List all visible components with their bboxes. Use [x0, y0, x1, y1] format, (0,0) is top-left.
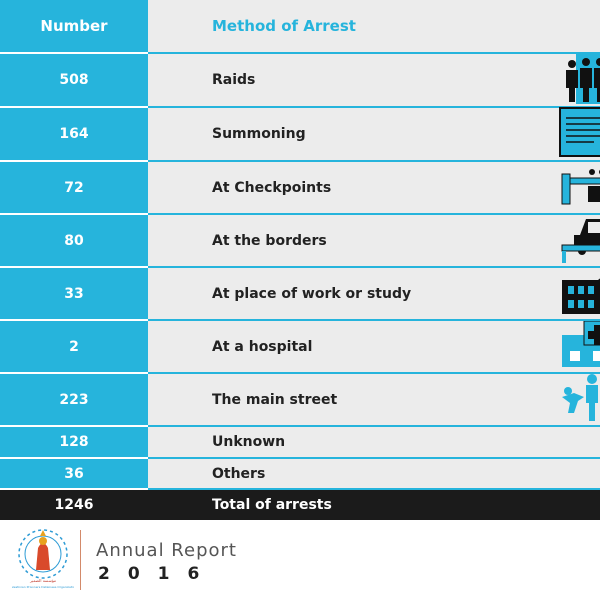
table-row	[0, 374, 600, 427]
method-label: Unknown	[212, 434, 286, 450]
total-row	[0, 490, 600, 520]
hospital-icon	[558, 321, 600, 373]
street-arrest-icon	[558, 373, 600, 427]
arrest-count: 128	[0, 427, 148, 459]
arrest-count: 2	[0, 321, 148, 374]
method-header: Method of Arrest	[148, 0, 600, 54]
method-label: The main street	[212, 391, 338, 408]
arrest-method	[148, 108, 600, 162]
arrest-count: 33	[0, 268, 148, 321]
table-row	[0, 162, 600, 215]
table-row	[0, 459, 600, 490]
report-year: 2016	[98, 564, 218, 584]
arrest-method	[148, 268, 600, 321]
table-row	[0, 321, 600, 374]
arrest-count: 80	[0, 215, 148, 268]
number-header: Number	[0, 0, 148, 54]
method-label: Summoning	[212, 126, 306, 142]
arrest-count: 223	[0, 374, 148, 427]
organization-logo	[12, 526, 74, 592]
arrest-count: 508	[0, 54, 148, 108]
method-label: At place of work or study	[212, 285, 412, 302]
report-footer	[0, 520, 600, 600]
method-label: At the borders	[212, 232, 327, 249]
svg-text:مؤسسة الضمير: مؤسسة الضمير	[29, 578, 57, 583]
arrest-method	[148, 54, 600, 108]
table-row	[0, 427, 600, 459]
table-header	[0, 0, 600, 54]
table-row	[0, 215, 600, 268]
car-border-icon	[558, 215, 600, 267]
arrest-method	[148, 374, 600, 427]
arrest-count: 164	[0, 108, 148, 162]
svg-text:Palestinian Prisoners Detainee: Palestinian Prisoners Detainees Organization	[12, 585, 74, 589]
table-row	[0, 54, 600, 108]
total-label: Total of arrests	[148, 490, 600, 520]
arrest-count: 72	[0, 162, 148, 215]
arrest-count: 36	[0, 459, 148, 490]
report-title: Annual Report	[96, 540, 237, 561]
document-icon	[558, 106, 600, 162]
method-label: Others	[212, 465, 266, 482]
method-label: At a hospital	[212, 338, 313, 355]
arrest-method	[148, 321, 600, 374]
building-icon	[558, 268, 600, 320]
arrest-method	[148, 215, 600, 268]
police-silhouettes-icon	[558, 52, 600, 108]
arrest-method	[148, 162, 600, 215]
arrest-method	[148, 427, 600, 459]
footer-divider	[80, 530, 81, 590]
table-row	[0, 268, 600, 321]
method-label: At Checkpoints	[212, 179, 332, 196]
table-row	[0, 108, 600, 162]
method-label: Raids	[212, 72, 256, 88]
arrest-method	[148, 459, 600, 490]
checkpoint-barrier-icon	[558, 164, 600, 212]
total-number: 1246	[0, 490, 148, 520]
